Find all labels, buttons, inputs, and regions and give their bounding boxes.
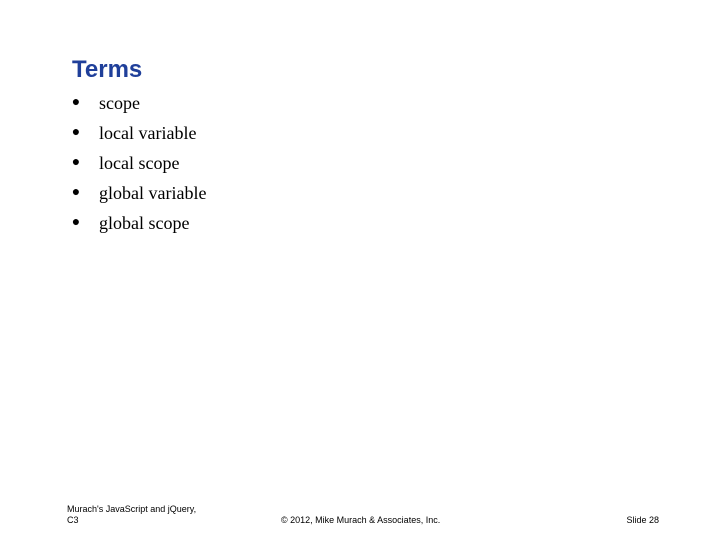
term-item-scope	[70, 88, 206, 118]
footer-slide-number: Slide 28	[626, 515, 659, 525]
bullet-icon: ●	[71, 215, 81, 230]
footer-copyright: © 2012, Mike Murach & Associates, Inc.	[281, 515, 441, 525]
term-label: global scope	[99, 213, 190, 233]
slide-title: Terms	[72, 56, 143, 83]
term-item-global-scope	[70, 208, 206, 238]
term-label: global variable	[99, 183, 207, 203]
footer-book-line-1: Murach's JavaScript and jQuery,	[67, 504, 197, 514]
bullet-icon: ●	[71, 125, 81, 140]
bullet-icon: ●	[71, 185, 81, 200]
bullet-icon: ●	[71, 155, 81, 170]
term-label: local variable	[99, 123, 197, 143]
term-label: local scope	[99, 153, 180, 173]
term-label: scope	[99, 93, 140, 113]
footer-book-line-2: C3	[67, 515, 79, 525]
bullet-icon: ●	[71, 95, 81, 110]
term-item-local-scope	[70, 148, 206, 178]
term-item-local-variable	[70, 118, 206, 148]
term-item-global-variable	[70, 178, 206, 208]
terms-list	[70, 88, 206, 238]
footer-book-title	[67, 504, 227, 526]
